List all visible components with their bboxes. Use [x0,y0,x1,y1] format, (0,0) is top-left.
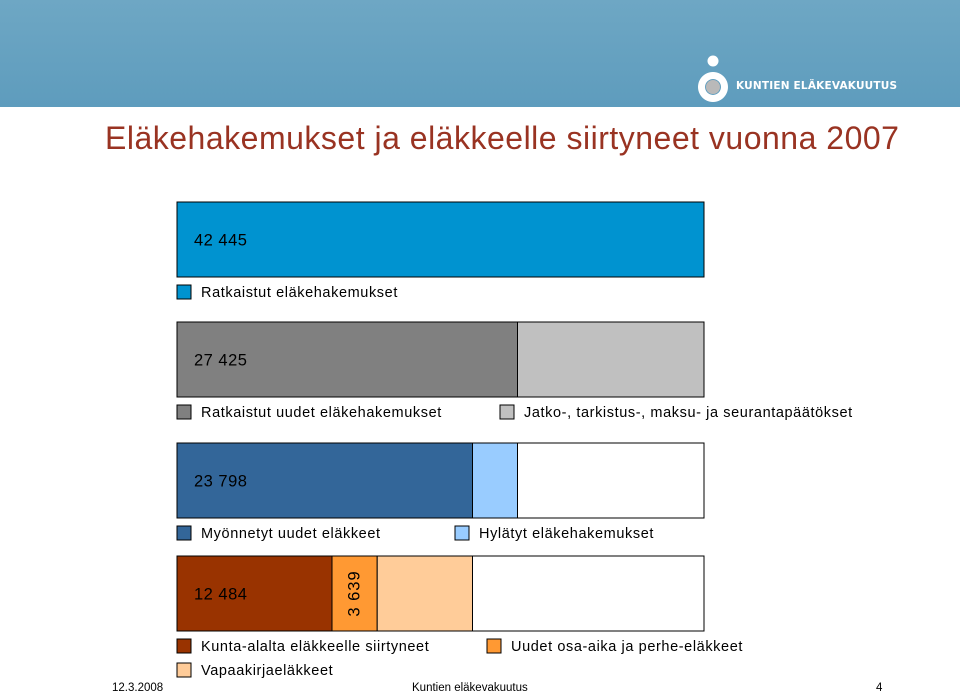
legend-swatch [177,526,191,540]
legend-swatch [177,285,191,299]
footer-page-number: 4 [876,682,883,694]
legend-label: Ratkaistut eläkehakemukset [201,285,398,301]
page-title: Eläkehakemukset ja eläkkeelle siirtyneet vuonna 2007 [105,120,900,156]
row-value-label: 12 484 [194,585,248,604]
segment-value-label: 3 639 [345,570,364,617]
bar-segment-jatko-tarkistus-maksu-ja-seurantapaatokset [518,322,705,397]
bar-segment-hylatyt-elakehakemukset [473,443,518,518]
legend-swatch [177,663,191,677]
legend-label: Ratkaistut uudet eläkehakemukset [201,405,442,421]
legend-swatch [177,405,191,419]
bar-segment-empty-3-3 [473,556,705,631]
legend-label: Vapaakirjaeläkkeet [201,663,334,679]
legend-label: Jatko-, tarkistus-, maksu- ja seurantapäätökset [524,405,853,421]
bar-segment-vapaakirjaelakkeet [377,556,472,631]
row-value-label: 23 798 [194,472,248,491]
legend-label: Myönnetyt uudet eläkkeet [201,526,381,542]
legend-swatch [177,639,191,653]
legend-label: Hylätyt eläkehakemukset [479,526,654,542]
row-value-label: 42 445 [194,231,248,250]
footer-date: 12.3.2008 [112,682,164,694]
legend-label: Uudet osa-aika ja perhe-eläkkeet [511,639,743,655]
legend-swatch [455,526,469,540]
bar-segment-ratkaistut-elakehakemukset [177,202,704,277]
legend-swatch [500,405,514,419]
row-value-label: 27 425 [194,351,248,370]
legend-swatch [487,639,501,653]
bar-segment-empty-2-2 [518,443,705,518]
legend-label: Kunta-alalta eläkkeelle siirtyneet [201,639,430,655]
footer-org: Kuntien eläkevakuutus [412,682,528,694]
org-logo-text: KUNTIEN ELÄKEVAKUUTUS [736,80,898,92]
